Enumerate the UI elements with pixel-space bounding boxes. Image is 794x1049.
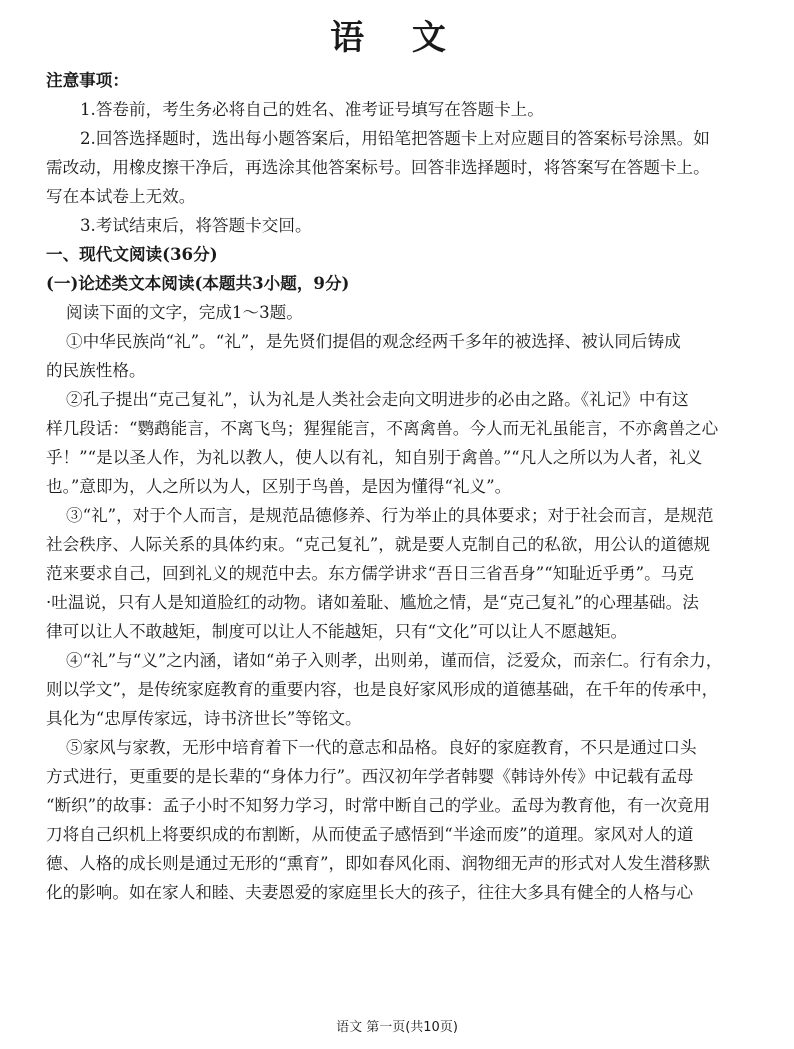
section-block xyxy=(46,240,762,327)
notice-heading: 注意事项： xyxy=(46,70,129,90)
passage-line: 方式进行，更重要的是长辈的“身体力行”。西汉初年学者韩婴《韩诗外传》中记载有孟母 xyxy=(46,767,694,786)
passage-line: ⑤家风与家教，无形中培育着下一代的意志和品格。良好的家庭教育，不只是通过口头 xyxy=(66,738,697,757)
section-subheading: (一)论述类文本阅读(本题共3小题，9分) xyxy=(46,273,350,293)
notice-item: 1.答卷前，考生务必将自己的姓名、准考证号填写在答题卡上。 xyxy=(80,100,544,119)
notice-item: 3.考试结束后，将答题卡交回。 xyxy=(80,216,312,235)
passage-line: ③“礼”，对于个人而言，是规范品德修养、行为举止的具体要求；对于社会而言，是规范 xyxy=(66,506,714,525)
passage-line: 化的影响。如在家人和睦、夫妻恩爱的家庭里长大的孩子，往往大多具有健全的人格与心 xyxy=(46,883,694,902)
passage-line: 德、人格的成长则是通过无形的“熏育”，即如春风化雨、润物细无声的形式对人发生潜移默 xyxy=(46,854,711,873)
passage-line: 社会秩序、人际关系的具体约束。“克己复礼”，就是要人克制自己的私欲，用公认的道德规 xyxy=(46,535,711,554)
passage-line: 律可以让人不敢越矩，制度可以让人不能越矩，只有“文化”可以让人不愿越矩。 xyxy=(46,622,628,641)
notice-item: 写在本试卷上无效。 xyxy=(46,187,196,206)
passage-line: ②孔子提出“克己复礼”，认为礼是人类社会走向文明进步的必由之路。《礼记》中有这 xyxy=(66,390,689,409)
page-footer: 语文 第一页(共10页) xyxy=(336,1020,458,1035)
passage-line: 范来要求自己，回到礼义的规范中去。东方儒学讲求“吾日三省吾身”“知耻近乎勇”。马克 xyxy=(46,564,694,583)
notice-block xyxy=(46,66,762,240)
section-instruction: 阅读下面的文字，完成1～3题。 xyxy=(66,303,303,322)
passage-line: ④“礼”与“义”之内涵，诸如“弟子入则孝，出则弟，谨而信，泛爱众，而亲仁。行有余力， xyxy=(66,651,723,670)
passage-line: 也。”意即为，人之所以为人，区别于鸟兽，是因为懂得“礼义”。 xyxy=(46,477,512,496)
passage-line: ·吐温说，只有人是知道脸红的动物。诸如羞耻、尴尬之情，是“克己复礼”的心理基础。法 xyxy=(46,593,699,612)
passage-line: 的民族性格。 xyxy=(46,361,146,380)
passage-line: 具化为“忠厚传家远，诗书济世长”等铭文。 xyxy=(46,709,362,728)
reading-passage xyxy=(46,327,762,907)
passage-line: 样几段话：“鹦鹉能言，不离飞鸟；猩猩能言，不离禽兽。今人而无礼虽能言，不亦禽兽之心 xyxy=(46,419,719,438)
notice-item: 2.回答选择题时，选出每小题答案后，用铅笔把答题卡上对应题目的答案标号涂黑。如 xyxy=(80,129,710,148)
page-title: 语 文 xyxy=(330,18,464,58)
passage-line: ①中华民族尚“礼”。“礼”，是先贤们提倡的观念经两千多年的被选择、被认同后铸成 xyxy=(66,332,681,351)
passage-line: 刀将自己织机上将要织成的布割断，从而使孟子感悟到“半途而废”的道理。家风对人的道 xyxy=(46,825,694,844)
passage-line: 则以学文”，是传统家庭教育的重要内容，也是良好家风形成的道德基础，在千年的传承中， xyxy=(46,680,719,699)
notice-item: 需改动，用橡皮擦干净后，再选涂其他答案标号。回答非选择题时，将答案写在答题卡上。 xyxy=(46,158,710,177)
section-heading: 一、现代文阅读(36分) xyxy=(46,244,218,264)
passage-line: 乎！”“是以圣人作，为礼以教人，使人以有礼，知自别于禽兽。”“凡人之所以为人者，礼义 xyxy=(46,448,703,467)
passage-line: “断织”的故事：孟子小时不知努力学习，时常中断自己的学业。孟母为教育他，有一次竟用 xyxy=(46,796,711,815)
